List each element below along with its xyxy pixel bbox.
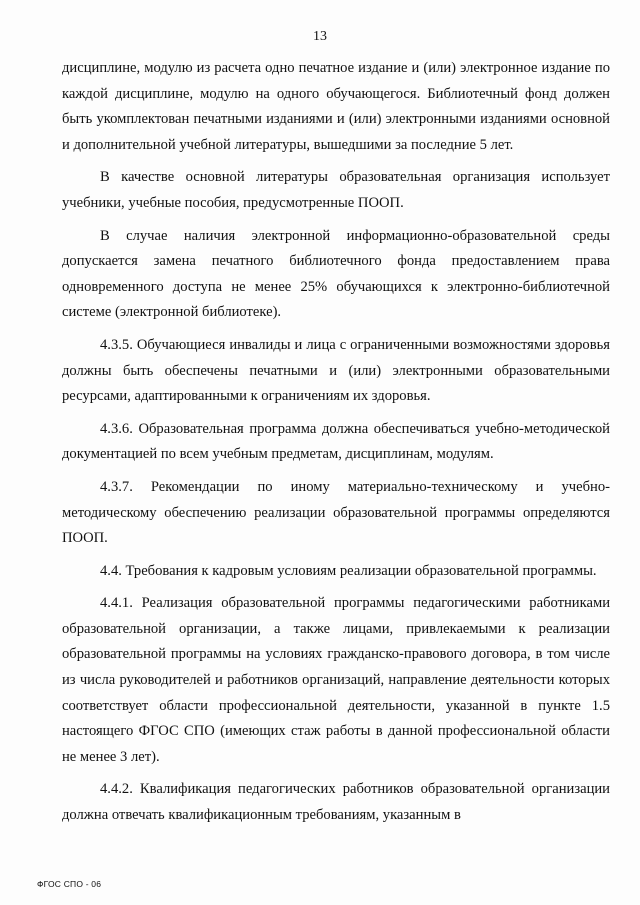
paragraph-electronic-environment: В случае наличия электронной информационно-образовательной среды допускается замена печатного библиотечного фонда предоставлением права одновременного доступа не менее 25% обучающихся к электронно-библиотечной системе (электронной библиотеке). bbox=[62, 227, 610, 321]
paragraph-4-3-5: 4.3.5. Обучающиеся инвалиды и лица с ограниченными возможностями здоровья должны быть обеспечены печатными и (или) электронными образовательными ресурсами, адаптированными к ограничениям их здоровья. bbox=[62, 336, 610, 405]
footer-label: ФГОС СПО - 06 bbox=[37, 879, 102, 889]
paragraph-4-3-7: 4.3.7. Рекомендации по иному материально-техническому и учебно-методическому обеспечению реализации образовательной программы определяются ПООП. bbox=[62, 478, 610, 547]
paragraph-4-4-2: 4.4.2. Квалификация педагогических работников образовательной организации должна отвечать квалификационным требованиям, указанным в bbox=[62, 781, 610, 824]
paragraph-4-3-6: 4.3.6. Образовательная программа должна обеспечиваться учебно-методической документацией по всем учебным предметам, дисциплинам, модулям. bbox=[62, 420, 610, 463]
page-number: 13 bbox=[313, 29, 327, 44]
paragraph-library-fund: дисциплине, модулю из расчета одно печатное издание и (или) электронное издание по каждой дисциплине, модулю на одного обучающегося. Библиотечный фонд должен быть укомплектован печатными изданиями и (или) электронными изданиями основной и дополнительной учебной литературы, вышедшими за последние 5 лет. bbox=[62, 60, 610, 153]
paragraph-4-4-1: 4.4.1. Реализация образовательной программы педагогическими работниками образовательной организации, а также лицами, привлекаемыми к реализации образовательной программы на условиях гражданско-правового договора, в том числе из числа руководителей и работников организаций, направление деятельности которых соответствует области профессиональной деятельности, указанной в пункте 1.5 настоящего ФГОС СПО (имеющих стаж работы в данной профессиональной области не менее 3 лет). bbox=[62, 595, 610, 765]
paragraph-4-4: 4.4. Требования к кадровым условиям реализации образовательной программы. bbox=[100, 562, 597, 579]
paragraph-main-literature: В качестве основной литературы образовательная организация использует учебники, учебные пособия, предусмотренные ПООП. bbox=[62, 169, 610, 211]
document-body bbox=[62, 56, 610, 836]
